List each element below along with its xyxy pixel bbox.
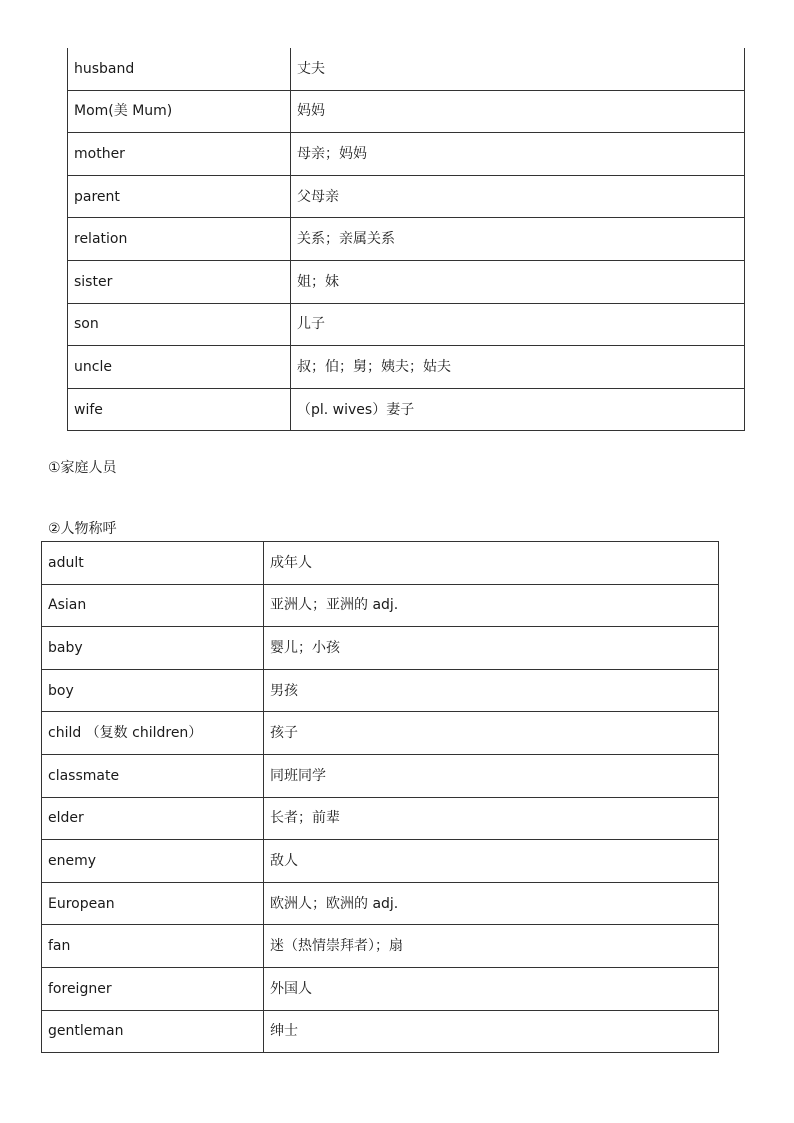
table-row bbox=[42, 712, 719, 755]
english-word: Mom(美 Mum) bbox=[68, 90, 291, 133]
english-word: child （复数 children） bbox=[42, 712, 264, 755]
english-word: parent bbox=[68, 175, 291, 218]
chinese-meaning: 孩子 bbox=[264, 712, 719, 755]
chinese-meaning: 长者；前辈 bbox=[264, 797, 719, 840]
chinese-meaning: 欧洲人；欧洲的 adj. bbox=[264, 882, 719, 925]
english-word: baby bbox=[42, 627, 264, 670]
english-word: adult bbox=[42, 542, 264, 585]
english-word: wife bbox=[68, 388, 291, 431]
english-word: elder bbox=[42, 797, 264, 840]
table-row bbox=[42, 967, 719, 1010]
people-vocab-table bbox=[41, 541, 719, 1053]
table-row bbox=[68, 90, 745, 133]
table-row bbox=[68, 175, 745, 218]
chinese-meaning: 儿子 bbox=[291, 303, 745, 346]
section-heading-people: ②人物称呼 bbox=[48, 521, 117, 537]
table-row bbox=[68, 260, 745, 303]
chinese-meaning: 外国人 bbox=[264, 967, 719, 1010]
english-word: fan bbox=[42, 925, 264, 968]
english-word: relation bbox=[68, 218, 291, 261]
table-row bbox=[42, 1010, 719, 1053]
english-word: uncle bbox=[68, 346, 291, 389]
table-row bbox=[42, 925, 719, 968]
table-row bbox=[42, 627, 719, 670]
table-row bbox=[42, 840, 719, 883]
chinese-meaning: 同班同学 bbox=[264, 754, 719, 797]
english-word: husband bbox=[68, 48, 291, 90]
english-word: son bbox=[68, 303, 291, 346]
chinese-meaning: 父母亲 bbox=[291, 175, 745, 218]
chinese-meaning: 姐；妹 bbox=[291, 260, 745, 303]
english-word: enemy bbox=[42, 840, 264, 883]
table-row bbox=[42, 754, 719, 797]
table-row bbox=[68, 218, 745, 261]
english-word: European bbox=[42, 882, 264, 925]
chinese-meaning: 男孩 bbox=[264, 669, 719, 712]
table-row bbox=[42, 669, 719, 712]
table-row bbox=[68, 303, 745, 346]
chinese-meaning: 敌人 bbox=[264, 840, 719, 883]
family-vocab-table bbox=[67, 48, 745, 431]
chinese-meaning: 成年人 bbox=[264, 542, 719, 585]
english-word: classmate bbox=[42, 754, 264, 797]
english-word: foreigner bbox=[42, 967, 264, 1010]
chinese-meaning: 亚洲人；亚洲的 adj. bbox=[264, 584, 719, 627]
english-word: boy bbox=[42, 669, 264, 712]
table-row bbox=[68, 346, 745, 389]
table-row bbox=[42, 882, 719, 925]
table-row bbox=[68, 388, 745, 431]
chinese-meaning: 绅士 bbox=[264, 1010, 719, 1053]
table-row bbox=[42, 797, 719, 840]
table-row bbox=[68, 48, 745, 90]
table-row bbox=[42, 542, 719, 585]
table-row bbox=[42, 584, 719, 627]
chinese-meaning: 婴儿；小孩 bbox=[264, 627, 719, 670]
section-heading-family: ①家庭人员 bbox=[48, 460, 117, 476]
chinese-meaning: 关系；亲属关系 bbox=[291, 218, 745, 261]
chinese-meaning: 妈妈 bbox=[291, 90, 745, 133]
english-word: mother bbox=[68, 133, 291, 176]
chinese-meaning: 丈夫 bbox=[291, 48, 745, 90]
english-word: gentleman bbox=[42, 1010, 264, 1053]
english-word: Asian bbox=[42, 584, 264, 627]
chinese-meaning: 叔；伯；舅；姨夫；姑夫 bbox=[291, 346, 745, 389]
table-row bbox=[68, 133, 745, 176]
english-word: sister bbox=[68, 260, 291, 303]
chinese-meaning: 迷（热情崇拜者）；扇 bbox=[264, 925, 719, 968]
chinese-meaning: （pl. wives）妻子 bbox=[291, 388, 745, 431]
chinese-meaning: 母亲；妈妈 bbox=[291, 133, 745, 176]
